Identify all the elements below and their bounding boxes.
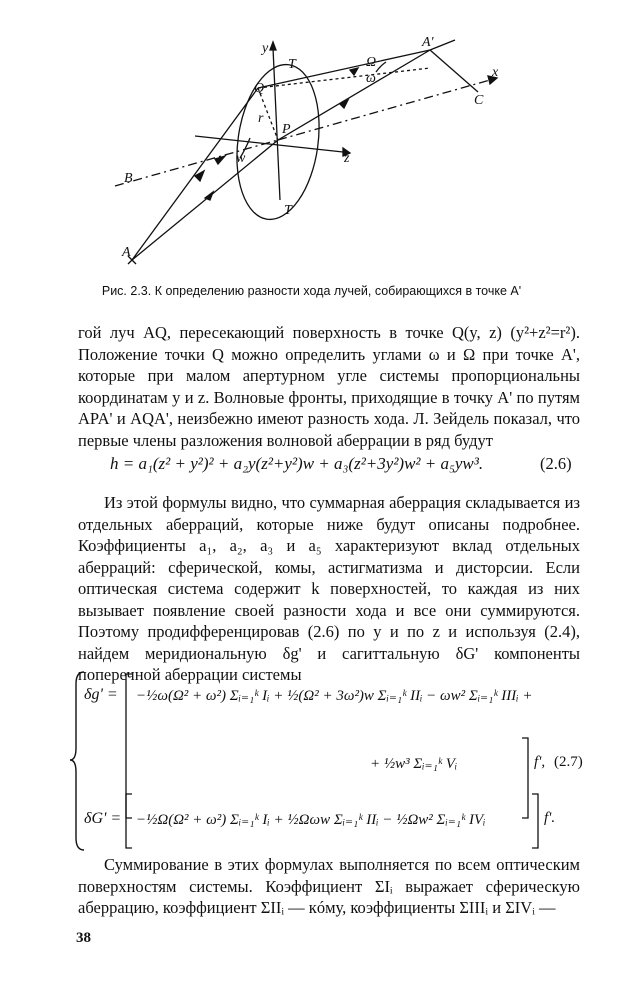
ray-arrow-5 [215, 156, 225, 164]
diagram-svg [0, 0, 623, 300]
eq-2-7-number: (2.7) [554, 754, 583, 770]
label-Omega: Ω [366, 55, 377, 70]
ray-A-Q [132, 88, 258, 260]
eq-2-7-line-3: −½Ω(Ω² + ω²) Σᵢ₌₁ᵏ Iᵢ + ½Ωωw Σᵢ₌₁ᵏ IIᵢ − ½Ωw² Σᵢ₌₁ᵏ IVᵢ [136, 812, 486, 828]
ray-extension [430, 40, 455, 50]
ray-arrow-1 [205, 192, 213, 200]
angle-omega-arc [376, 62, 386, 72]
label-r: r [258, 111, 264, 126]
figure-caption: Рис. 2.3. К определению разности хода лучей, собирающихся в точке A' [101, 284, 522, 298]
y-axis [273, 48, 280, 200]
line-Aprime-C [430, 50, 478, 92]
x-axis [278, 80, 490, 140]
equation-2-6: h = a₁(z² + y²)² + a₂y(z²+y²)w + a₃(z²+3y²)w² + a₅yw³. [110, 454, 484, 473]
label-x: x [492, 65, 499, 80]
label-y: y [262, 41, 269, 56]
eq-2-7-line-2-suffix: f', [534, 754, 546, 770]
eq-2-7-lhs-1: δg' = [84, 686, 118, 703]
eq-2-7-line-1: −½ω(Ω² + ω²) Σᵢ₌₁ᵏ Iᵢ + ½(Ω² + 3ω²)w Σᵢ₌₁ᵏ IIᵢ − ωw² Σᵢ₌₁ᵏ IIIᵢ + [136, 688, 533, 704]
ray-A-P [132, 140, 278, 260]
line-B [115, 140, 278, 186]
ray-Q-Aprime [258, 50, 430, 88]
label-C: C [474, 93, 484, 108]
label-A-prime: A' [422, 35, 434, 50]
label-Q: Q [254, 81, 265, 96]
label-T-bottom: T [284, 203, 292, 218]
label-z: z [344, 151, 350, 166]
paragraph-3: Суммирование в этих формулах выполняется по всем оптическим поверхностям системы. Коэффициент ΣIᵢ выражает сферическую аберрацию, коэффициент ΣIIᵢ — кóму, коэффициенты ΣIIIᵢ и ΣIVᵢ — [78, 855, 580, 917]
label-P: P [282, 122, 291, 137]
y-axis-arrow [270, 42, 276, 50]
label-A: A [122, 245, 131, 260]
line-Q-helper [258, 68, 430, 88]
equation-2-7 [70, 668, 590, 853]
ray-P-Aprime [278, 50, 430, 140]
label-w: w [236, 151, 246, 166]
label-omega: ω [366, 71, 376, 86]
label-B: B [124, 171, 133, 186]
equation-2-6-number: (2.6) [540, 454, 572, 473]
paragraph-2: Из этой формулы видно, что суммарная аберрация складывается из отдельных аберраций, которые ниже будут описаны подробнее. Коэффициенты a₁, a₂, a₃ и a₅ характеризуют вклад отдельных аберраций: сферической, комы, астигматизма и дисторсии. Если оптическая система содержит k поверхностей, то каждая из них вызывает появление своей разности хода и все они суммируются. Поэтому продифференцировав (2.6) по y и по z и используя (2.4), найдем меридиональную δg' и сагиттальную δG' компоненты поперечной аберрации системы [78, 493, 580, 684]
eq-2-7-line-3-suffix: f'. [544, 810, 556, 826]
label-T-top: T [288, 57, 296, 72]
optical-diagram [0, 0, 623, 300]
ray-arrow-4 [350, 68, 358, 75]
eq-2-7-lhs-3: δG' = [84, 810, 122, 827]
page-number: 38 [76, 930, 91, 946]
eq-2-7-line-2: + ½w³ Σᵢ₌₁ᵏ Vᵢ [370, 756, 458, 772]
paragraph-1: гой луч AQ, пересекающий поверхность в точке Q(y, z) (y²+z²=r²). Положение точки Q можно определить углами ω и Ω при точке A', которые при малом апертурном угле системы пропорциональны координатам y и z. Волновые фронты, приходящие в точку A' по путям APA' и AQA', неизбежно имеют разность хода. Л. Зейдель показал, что первые члены разложения волновой аберрации в ряд будут [78, 323, 580, 450]
